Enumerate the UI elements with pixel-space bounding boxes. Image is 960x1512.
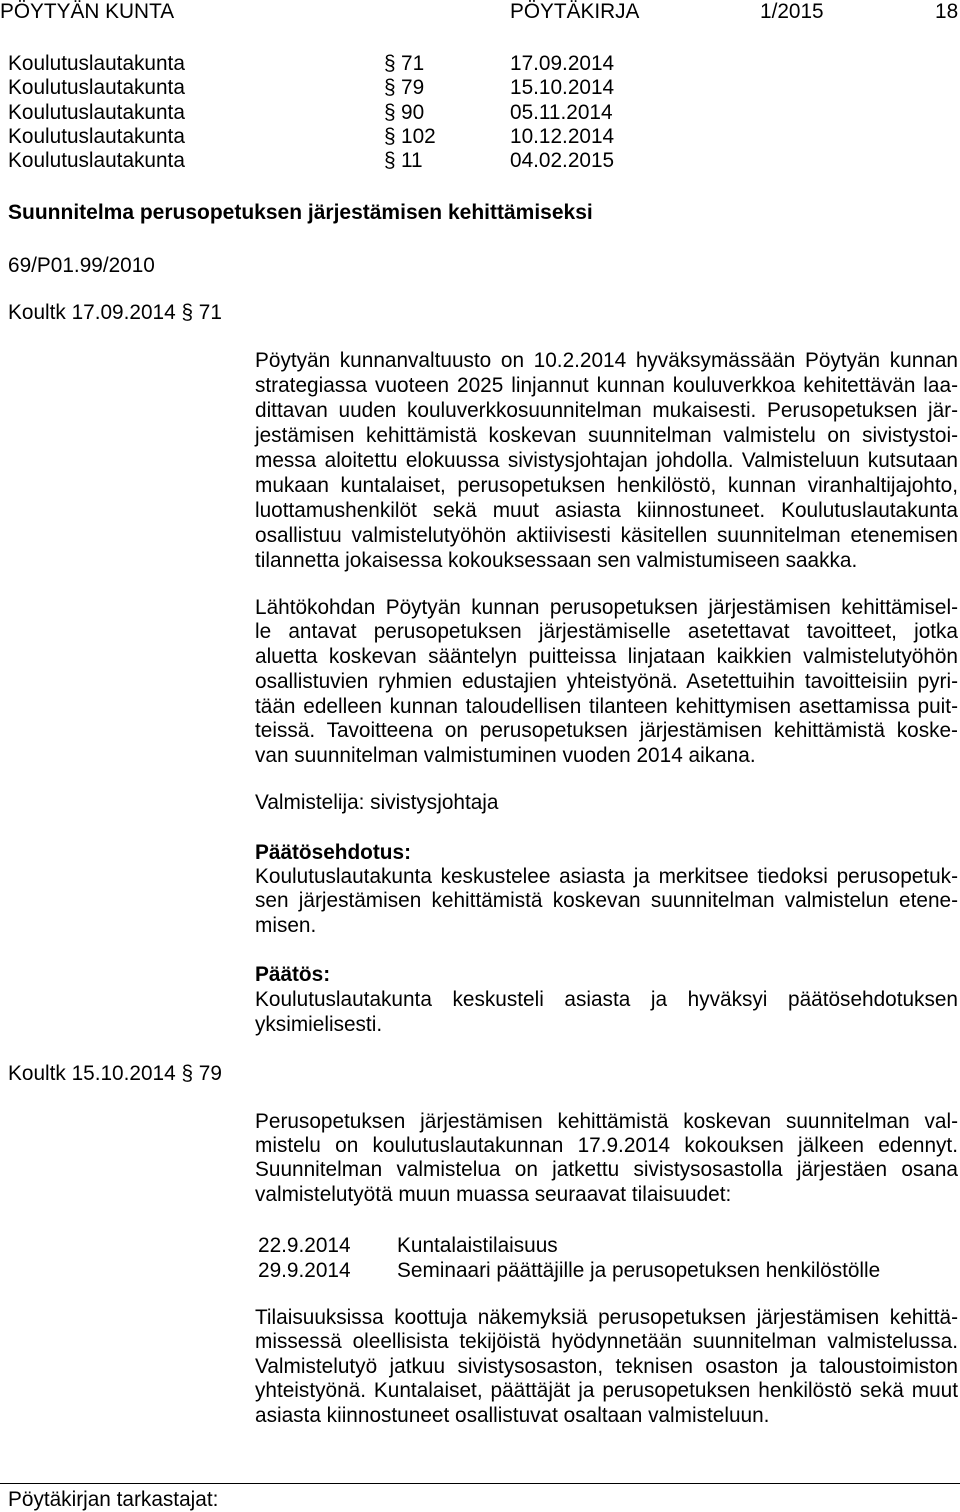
preparer-line: Valmistelija: sivistysjohtaja	[255, 790, 499, 814]
text-line: jestämisen kehittämistä koskevan suunnitelman valmistelu on sivistystoi-	[255, 423, 958, 447]
text-line: mistelu on koulutuslautakunnan 17.9.2014 kokouksen jälkeen edennyt.	[255, 1134, 958, 1158]
document-number: 1/2015	[760, 0, 824, 23]
document-type: PÖYTÄKIRJA	[510, 0, 640, 23]
meeting-body: Koulutuslautakunta	[8, 124, 185, 148]
meeting-row	[0, 76, 960, 100]
event-date: 22.9.2014	[258, 1233, 351, 1257]
section-sign: §	[384, 100, 396, 124]
text-line: Pöytyän kunnanvaltuusto on 10.2.2014 hyväksymässään Pöytyän kunnan	[255, 348, 958, 372]
case-title: Suunnitelma perusopetuksen järjestämisen kehittämiseksi	[8, 201, 593, 224]
text-line: misen.	[255, 913, 317, 937]
meeting-row	[0, 149, 960, 173]
decision-heading: Päätös:	[255, 962, 331, 986]
text-line: sen järjestämisen kehittämistä koskevan suunnitelman valmistelun etene-	[255, 889, 958, 913]
meeting-row	[0, 125, 960, 149]
case-id: 69/P01.99/2010	[8, 254, 155, 277]
page-number: 18	[935, 0, 959, 23]
meeting-body: Koulutuslautakunta	[8, 149, 185, 172]
text-line: tään edelleen kunnan taloudellisen tilanteen kehittymisen asettamissa puit-	[255, 694, 958, 718]
text-line: osallistuvien ryhmien edustajien yhteistyönä. Asetettuihin tavoitteisiin pyri-	[255, 669, 958, 693]
event-date: 29.9.2014	[258, 1258, 351, 1282]
footer-rule	[0, 1483, 960, 1484]
meeting-date: 04.02.2015	[510, 149, 615, 172]
event-name: Kuntalaistilaisuus	[397, 1233, 558, 1257]
text-line: luottamushenkilöt sekä muut asiasta kiinnostuneet. Koulutuslautakunta	[255, 499, 958, 523]
section-number: 11	[401, 149, 423, 172]
paragraph	[255, 1306, 958, 1429]
section-number: 71	[401, 52, 425, 75]
section-sign: §	[384, 124, 396, 148]
text-line: yksimielisesti.	[255, 1013, 383, 1036]
text-line: Perusopetuksen järjestämisen kehittämistä koskevan suunnitelman val-	[255, 1109, 958, 1133]
proposal-heading: Päätösehdotus:	[255, 840, 411, 864]
paragraph	[255, 348, 958, 574]
text-line: le antavat perusopetuksen järjestämiselle asetettavat tavoitteet, jotka	[255, 620, 958, 644]
entry-reference: Koultk 17.09.2014 § 71	[8, 301, 222, 324]
paragraph	[255, 596, 958, 769]
text-line: Tilaisuuksissa koottuja näkemyksiä perusopetuksen järjestämisen kehittä-	[255, 1305, 958, 1329]
section-sign: §	[384, 76, 396, 100]
decision-text	[255, 987, 958, 1037]
meeting-body: Koulutuslautakunta	[8, 52, 185, 75]
meeting-row	[0, 101, 960, 125]
text-line: Valmistelutyö jatkuu sivistysosaston, teknisen osaston ja taloustoimiston	[255, 1354, 958, 1378]
text-line: Koulutuslautakunta keskusteli asiasta ja hyväksyi päätösehdotuksen	[255, 988, 958, 1011]
meeting-date: 15.10.2014	[510, 76, 615, 100]
proposal-text	[255, 865, 958, 938]
text-line: yhteistyönä. Kuntalaiset, päättäjät ja perusopetuksen henkilöstö sekä muut	[255, 1379, 958, 1403]
meeting-body: Koulutuslautakunta	[8, 100, 185, 124]
section-number: 79	[401, 76, 425, 100]
text-line: tilannetta jokaisessa kokouksessaan sen valmistumiseen saakka.	[255, 549, 858, 573]
text-line: asiasta kiinnostuneet osallistuvat osaltaan valmisteluun.	[255, 1403, 770, 1427]
text-line: teissä. Tavoitteena on perusopetuksen järjestämisen kehittämistä koske-	[255, 719, 958, 743]
text-line: osallistuu valmistelutyöhön aktiivisesti käsitellen suunnitelman etenemisen	[255, 524, 958, 548]
text-line: valmistelutyötä muun muassa seuraavat tilaisuudet:	[255, 1182, 732, 1206]
text-line: Koulutuslautakunta keskustelee asiasta ja merkitsee tiedoksi perusopetuk-	[255, 865, 958, 889]
section-sign: §	[384, 149, 396, 172]
text-line: dittavan uuden kouluverkkosuunnitelman mukaisesti. Perusopetuksen jär-	[255, 398, 958, 422]
text-line: aluetta koskevan sääntelyn puitteissa linjataan kaikkien valmistelutyöhön	[255, 645, 958, 669]
meeting-body: Koulutuslautakunta	[8, 76, 185, 100]
reviewers-label: Pöytäkirjan tarkastajat:	[8, 1488, 219, 1511]
text-line: missessä oleellisista tekijöistä hyödynnetään suunnitelman valmistelussa.	[255, 1330, 958, 1354]
meeting-date: 10.12.2014	[510, 124, 615, 148]
text-line: Lähtökohdan Pöytyän kunnan perusopetuksen järjestämisen kehittämisel-	[255, 595, 958, 619]
entry-reference: Koultk 15.10.2014 § 79	[8, 1061, 222, 1085]
event-row	[0, 1233, 960, 1258]
section-number: 102	[401, 124, 436, 148]
text-line: van suunnitelman valmistuminen vuoden 2014 aikana.	[255, 743, 756, 767]
text-line: messa aloitettu elokuussa sivistysjohtajan johdolla. Valmisteluun kutsutaan	[255, 448, 958, 472]
section-sign: §	[384, 52, 396, 75]
paragraph	[255, 1110, 958, 1207]
meeting-date: 17.09.2014	[510, 52, 615, 75]
text-line: strategiassa vuoteen 2025 linjannut kunnan kouluverkkoa kehitettävän laa-	[255, 373, 958, 397]
text-line: Suunnitelman valmistelua on jatkettu sivistysosastolla järjestäen osana	[255, 1158, 958, 1182]
meeting-row	[0, 52, 960, 76]
meeting-date: 05.11.2014	[510, 100, 613, 124]
event-name: Seminaari päättäjille ja perusopetuksen henkilöstölle	[397, 1258, 881, 1282]
organization-name: PÖYTYÄN KUNTA	[0, 0, 175, 23]
section-number: 90	[401, 100, 425, 124]
event-row	[0, 1258, 960, 1283]
text-line: mukaan kuntalaiset, perusopetuksen henkilöstö, kunnan viranhaltijajohto,	[255, 473, 958, 497]
